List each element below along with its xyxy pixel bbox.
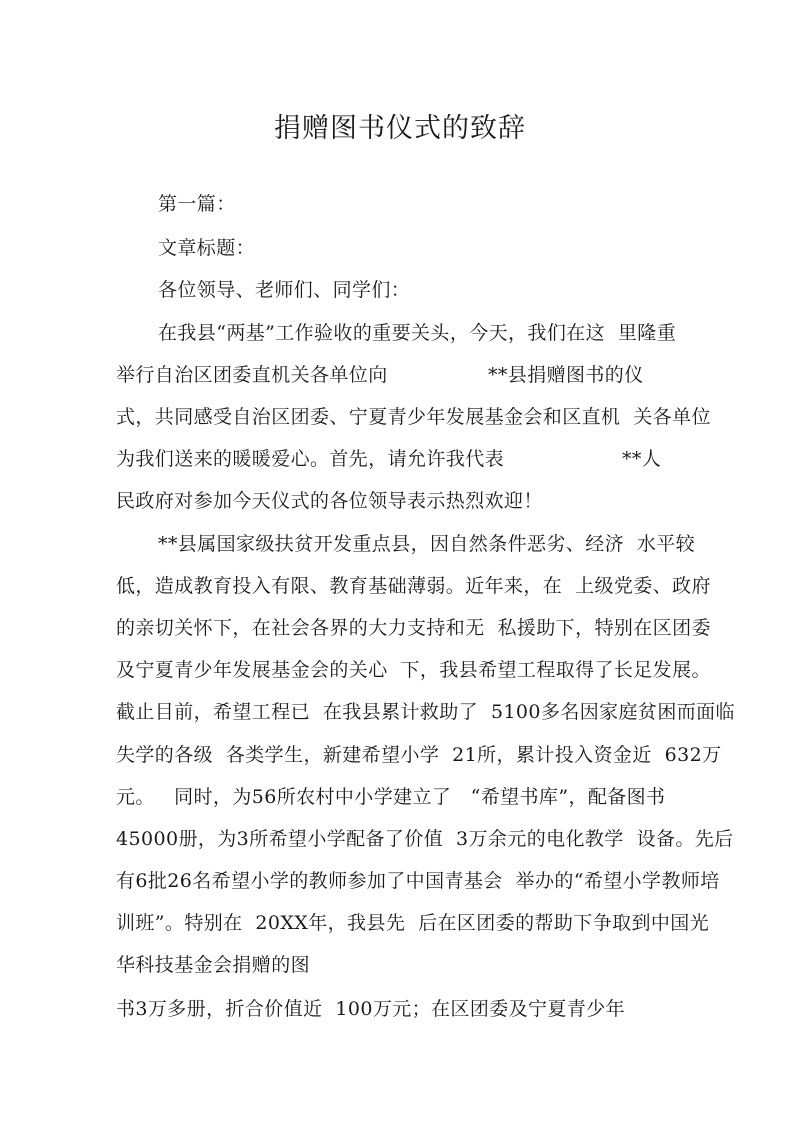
paragraph-line: **县捐赠图书的仪 — [488, 364, 644, 386]
section-heading: 第一篇： — [158, 193, 236, 215]
paragraph-line: 的亲切关怀下，在社会各界的大力支持和无 私援助下，特别在区团委 — [116, 617, 711, 639]
paragraph-line: 为我们送来的暖暖爱心。首先，请允许我代表 — [116, 448, 505, 470]
document-title: 捐赠图书仪式的致辞 — [274, 113, 526, 144]
paragraph-line: 45000册，为3所希望小学配备了价值 3万余元的电化教学 设备。先后 — [116, 828, 734, 850]
paragraph-line: 在我县“两基”工作验收的重要关头，今天，我们在这 里隆重 — [158, 322, 677, 344]
paragraph-line: 训班”。特别在 20XX年，我县先 后在区团委的帮助下争取到中国光 — [116, 912, 710, 934]
paragraph-line: **县属国家级扶贫开发重点县，因自然条件恶劣、经济 水平较 — [158, 533, 696, 555]
salutation: 各位领导、老师们、同学们： — [158, 279, 411, 301]
paragraph-line: 民政府对参加今天仪式的各位领导表示热烈欢迎！ — [116, 490, 543, 512]
paragraph-line: 低，造成教育投入有限、教育基础薄弱。近年来，在 上级党委、政府 — [116, 575, 711, 597]
paragraph-line: 式，共同感受自治区团委、宁夏青少年发展基金会和区直机 关各单位 — [116, 406, 711, 428]
paragraph-line: 及宁夏青少年发展基金会的关心 下，我县希望工程取得了长足发展。 — [116, 659, 711, 681]
paragraph-line: 有6批26名希望小学的教师参加了中国青基会 举办的“希望小学教师培 — [116, 870, 720, 892]
paragraph-line: 截止目前，希望工程已 在我县累计救助了 5100多名因家庭贫困而面临 — [116, 701, 735, 723]
paragraph-line: 书3万多册，折合价值近 100万元；在区团委及宁夏青少年 — [116, 998, 626, 1020]
paragraph-line: 失学的各级 各类学生，新建希望小学 21所，累计投入资金近 632万 — [116, 744, 722, 766]
article-title-label: 文章标题： — [158, 237, 256, 259]
paragraph-line: 华科技基金会捐赠的图 — [116, 954, 311, 976]
paragraph-line: 元。 同时，为56所农村中小学建立了 “希望书库”，配备图书 — [116, 786, 666, 808]
paragraph-line: **人 — [622, 448, 662, 470]
paragraph-line: 举行自治区团委直机关各单位向 — [116, 364, 388, 386]
